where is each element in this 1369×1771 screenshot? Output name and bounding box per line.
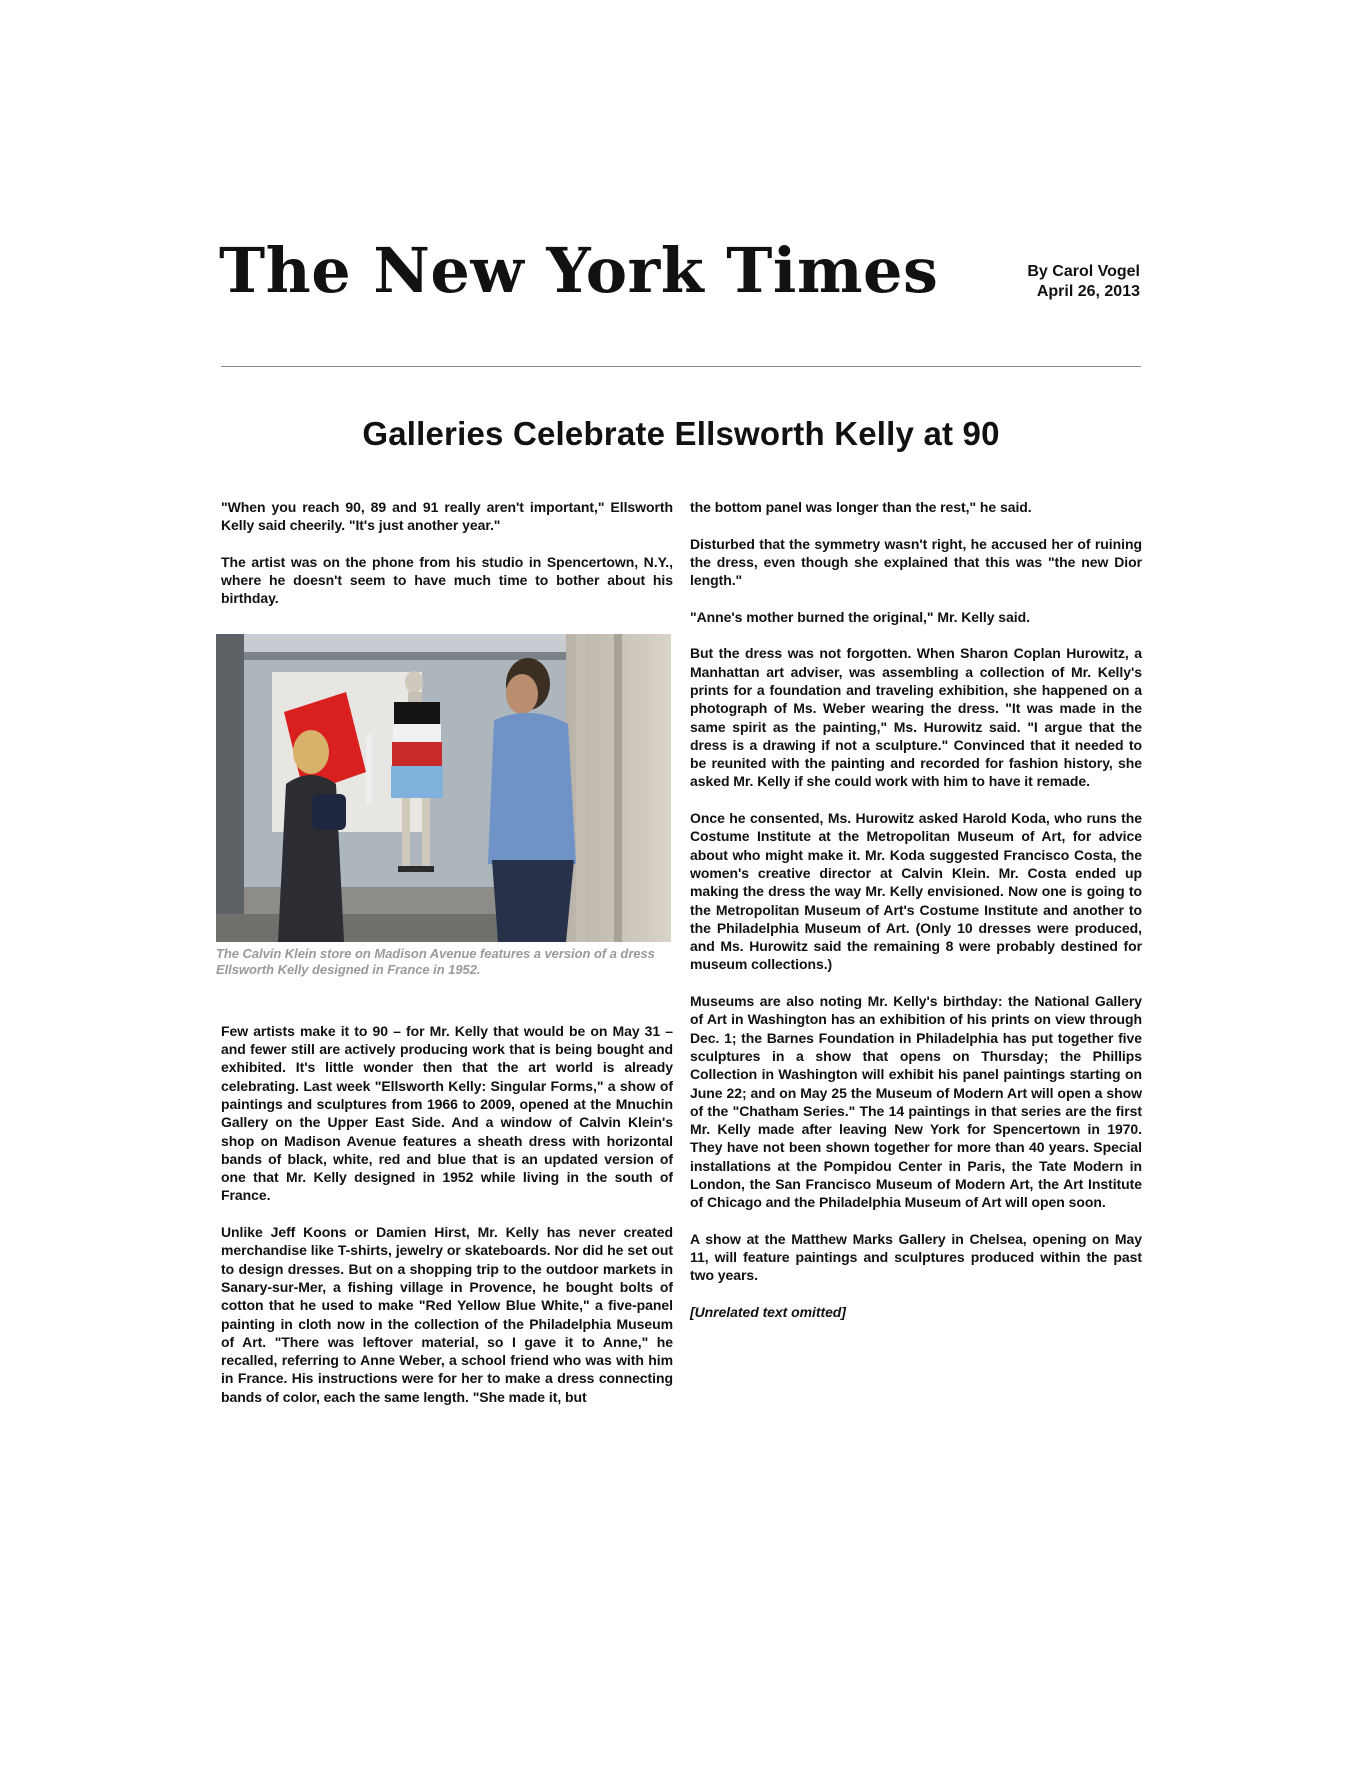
byline-author: By Carol Vogel	[1027, 263, 1140, 280]
paragraph: But the dress was not forgotten. When Sharon Coplan Hurowitz, a Manhattan art adviser, was assembling a collection of Mr. Kelly's prints for a foundation and traveling exhibition, she happened on a photograph of Ms. Weber wearing the dress. "It was made in the same spirit as the painting," Ms. Hurowitz said. "I argue that the dress is a drawing if not a sculpture." Convinced that it needed to be reunited with the painting and recorded for fashion history, she asked Mr. Kelly if she could work with him to have it remade.	[690, 645, 1142, 790]
photo-caption: The Calvin Klein store on Madison Avenue features a version of a dress Ellsworth Kelly designed in France in 1952.	[216, 945, 655, 977]
article-headline: Galleries Celebrate Ellsworth Kelly at 90	[362, 415, 1000, 452]
paragraph: Once he consented, Ms. Hurowitz asked Harold Koda, who runs the Costume Institute at the Metropolitan Museum of Art, for advice about who might make it. Mr. Koda suggested Francisco Costa, the women's creative director at Calvin Klein. Mr. Costa ended up making the dress the way Mr. Kelly envisioned. Now one is going to the Metropolitan Museum of Art's Costume Institute and another to the Philadelphia Museum of Art. (Only 10 dresses were produced, and Ms. Hurowitz said the remaining 8 were probably destined for museum collections.)	[690, 810, 1142, 973]
paragraph: The artist was on the phone from his studio in Spencertown, N.Y., where he doesn't seem to have much time to bother about his birthday.	[221, 553, 673, 607]
article-photo	[216, 634, 671, 942]
byline-date: April 26, 2013	[1036, 283, 1140, 300]
paragraph: A show at the Matthew Marks Gallery in Chelsea, opening on May 11, will feature paintings and sculptures produced within the past two years.	[690, 1230, 1142, 1284]
header-divider	[221, 366, 1141, 367]
paragraph: "When you reach 90, 89 and 91 really aren't important," Ellsworth Kelly said cheerily. "It's just another year."	[221, 499, 673, 534]
masthead-logo: The New York Times	[219, 234, 939, 307]
paragraph: the bottom panel was longer than the rest," he said.	[690, 499, 1032, 515]
paragraph: "Anne's mother burned the original," Mr. Kelly said.	[690, 608, 1030, 625]
byline	[1027, 262, 1140, 302]
article-column-right	[690, 498, 1142, 1340]
paragraph: Few artists make it to 90 – for Mr. Kelly that would be on May 31 – and fewer still are actively producing work that is being bought and exhibited. It's little wonder then that the art world is already celebrating. Last week "Ellsworth Kelly: Singular Forms," a show of paintings and sculptures from 1966 to 2009, opened at the Mnuchin Gallery on the Upper East Side. And a window of Calvin Klein's shop on Madison Avenue features a sheath dress with horizontal bands of black, white, red and blue that is an updated version of one that Mr. Kelly designed in 1952 while living in the south of France.	[221, 1022, 673, 1204]
paragraph: Unlike Jeff Koons or Damien Hirst, Mr. Kelly has never created merchandise like T-shirts, jewelry or skateboards. Nor did he set out to design dresses. But on a shopping trip to the outdoor markets in Sanary-sur-Mer, a fishing village in Provence, he bought bolts of cotton that he used to make "Red Yellow Blue White," a five-panel painting in cloth now in the collection of the Philadelphia Museum of Art. "There was leftover material, so I gave it to Anne," he recalled, referring to Anne Weber, a school friend who was with him in France. His instructions were for her to make a dress connecting bands of color, each the same length. "She made it, but	[221, 1224, 673, 1405]
article-column-left	[216, 498, 673, 1424]
paragraph: Museums are also noting Mr. Kelly's birthday: the National Gallery of Art in Washington has an exhibition of his prints on view through Dec. 1; the Barnes Foundation in Philadelphia has put together five sculptures in a show that opens on Thursday; the Phillips Collection in Washington will exhibit his panel paintings starting on June 22; and on May 25 the Museum of Modern Art will open a show of the "Chatham Series." The 14 paintings in that series are the first Mr. Kelly made after leaving New York for Spencertown in 1970. They have not been shown together for more than 40 years. Special installations at the Pompidou Center in Paris, the Tate Modern in London, the San Francisco Museum of Modern Art, the Art Institute of Chicago and the Philadelphia Museum of Art will open soon.	[690, 993, 1142, 1211]
storefront-photo-illustration	[216, 634, 671, 942]
paragraph: Disturbed that the symmetry wasn't right, he accused her of ruining the dress, even though she explained that this was "the new Dior length."	[690, 535, 1142, 589]
omitted-note: [Unrelated text omitted]	[690, 1304, 846, 1321]
